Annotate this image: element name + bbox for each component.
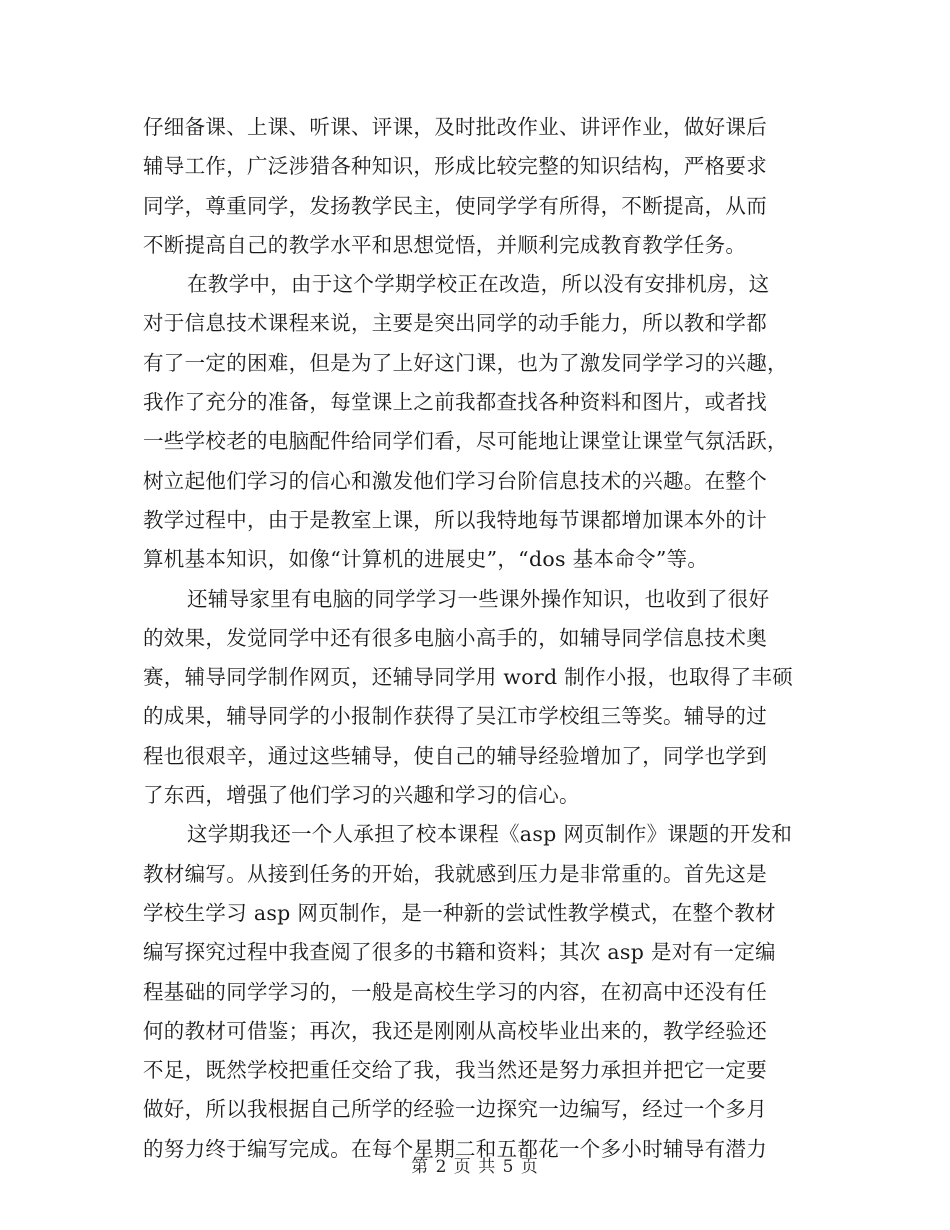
text-line: 教材编写。从接到任务的开始，我就感到压力是非常重的。首先这是	[143, 861, 767, 886]
document-body	[143, 108, 813, 1169]
text-line: 程基础的同学学习的，一般是高校生学习的内容，在初高中还没有任	[143, 979, 767, 1004]
text-line: 仔细备课、上课、听课、评课，及时批改作业、讲评作业，做好课后	[143, 115, 767, 139]
text-line: 的努力终于编写完成。在每个星期二和五都花一个多小时辅导有潜力	[143, 1136, 767, 1161]
text-line: 何的教材可借鉴；再次，我还是刚刚从高校毕业出来的，教学经验还	[143, 1018, 767, 1043]
text-line: 算机基本知识，如像“计算机的进展史”，“dos 基本命令”等。	[143, 547, 709, 572]
text-line: 同学，尊重同学，发扬教学民主，使同学学有所得，不断提高，从而	[143, 193, 767, 218]
text-line: 了东西，增强了他们学习的兴趣和学习的信心。	[143, 783, 580, 808]
text-line: 赛，辅导同学制作网页，还辅导同学用 word 制作小报，也取得了丰硕	[143, 665, 794, 690]
text-line: 树立起他们学习的信心和激发他们学习台阶信息技术的兴趣。在整个	[143, 468, 767, 493]
paragraph-first-line: 在教学中，由于这个学期学校正在改造，所以没有安排机房，这	[187, 272, 770, 297]
text-line: 有了一定的困难，但是为了上好这门课，也为了激发同学学习的兴趣，	[143, 350, 788, 375]
text-line: 不断提高自己的教学水平和思想觉悟，并顺利完成教育教学任务。	[143, 232, 747, 257]
text-line: 的成果，辅导同学的小报制作获得了吴江市学校组三等奖。辅导的过	[143, 704, 767, 729]
text-line: 的效果，发觉同学中还有很多电脑小高手的，如辅导同学信息技术奥	[143, 625, 767, 650]
text-line: 学校生学习 asp 网页制作，是一种新的尝试性教学模式，在整个教材	[143, 900, 776, 925]
text-line: 编写探究过程中我查阅了很多的书籍和资料；其次 asp 是对有一定编	[143, 940, 776, 965]
paragraph-first-line: 这学期我还一个人承担了校本课程《asp 网页制作》课题的开发和	[187, 822, 793, 847]
page-number-footer: 第 2 页 共 5 页	[411, 1157, 539, 1177]
text-line: 程也很艰辛，通过这些辅导，使自己的辅导经验增加了，同学也学到	[143, 743, 767, 768]
text-line: 辅导工作，广泛涉猎各种知识，形成比较完整的知识结构，严格要求	[143, 154, 767, 179]
text-line: 做好，所以我根据自己所学的经验一边探究一边编写，经过一个多月	[143, 1097, 767, 1122]
text-line: 教学过程中，由于是教室上课，所以我特地每节课都增加课本外的计	[143, 507, 767, 532]
text-line: 不足，既然学校把重任交给了我，我当然还是努力承担并把它一定要	[143, 1058, 767, 1083]
text-line: 对于信息技术课程来说，主要是突出同学的动手能力，所以教和学都	[143, 311, 767, 336]
text-line: 一些学校老的电脑配件给同学们看，尽可能地让课堂让课堂气氛活跃，	[143, 429, 788, 454]
text-line: 我作了充分的准备，每堂课上之前我都查找各种资料和图片，或者找	[143, 390, 767, 415]
paragraph-first-line: 还辅导家里有电脑的同学学习一些课外操作知识，也收到了很好	[187, 586, 770, 611]
